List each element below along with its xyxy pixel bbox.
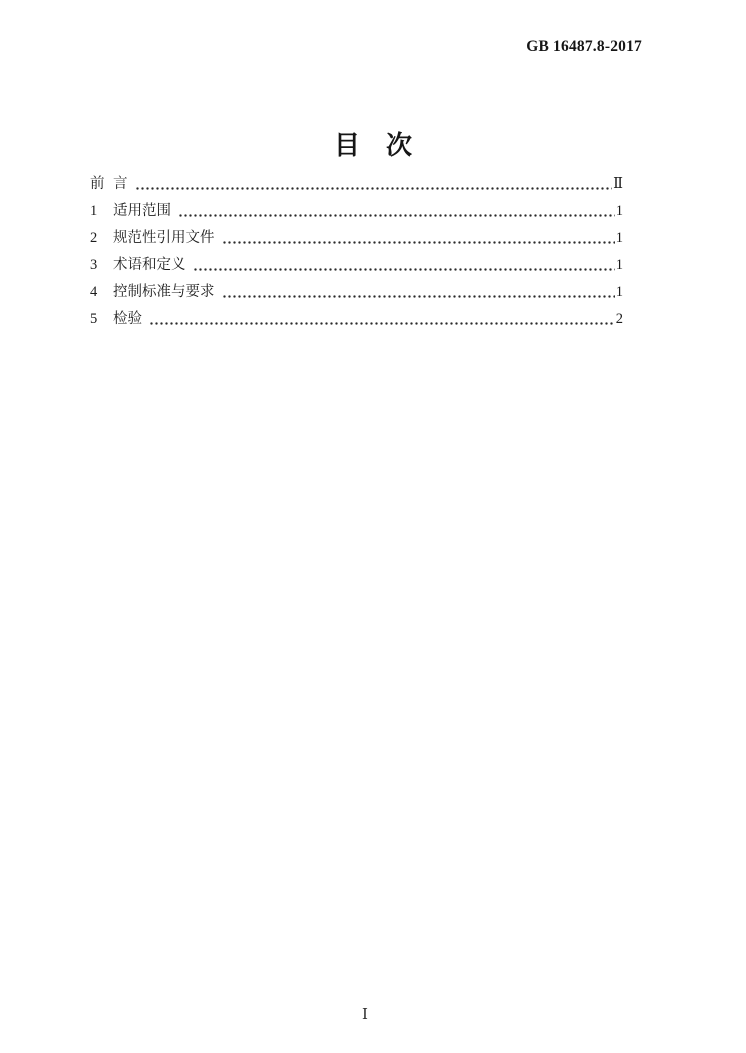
toc-row-number: 1: [90, 203, 98, 219]
page-number-footer: Ⅰ: [362, 1007, 368, 1023]
toc-row-page: 1: [615, 257, 623, 273]
dot-leader: [135, 187, 613, 190]
toc-row-title: 术语和定义: [113, 257, 186, 273]
toc-row-number: 3: [90, 257, 98, 273]
dot-leader: [222, 295, 615, 298]
toc-row: [90, 279, 623, 306]
toc-row: [90, 198, 623, 225]
toc-row: [90, 252, 623, 279]
toc-row-page: 1: [615, 230, 623, 246]
toc-row: [90, 306, 623, 333]
toc-row-title: 适用范围: [113, 203, 171, 219]
toc-row: [90, 171, 623, 198]
toc-row-number: 2: [90, 230, 98, 246]
toc-row-number: 5: [90, 311, 98, 327]
toc-row-page: 1: [615, 284, 623, 300]
toc-row-title: 言: [113, 176, 128, 192]
standard-number-header: GB 16487.8-2017: [526, 38, 642, 55]
table-of-contents: [90, 171, 623, 333]
toc-row-number: 前: [90, 176, 105, 192]
dot-leader: [149, 322, 615, 325]
dot-leader: [222, 241, 615, 244]
toc-row-title: 控制标准与要求: [113, 284, 215, 300]
toc-row: [90, 225, 623, 252]
toc-row-title: 检验: [113, 311, 142, 327]
dot-leader: [193, 268, 615, 271]
toc-row-title: 规范性引用文件: [113, 230, 215, 246]
toc-row-page: Ⅱ: [613, 176, 623, 192]
toc-row-number: 4: [90, 284, 98, 300]
toc-row-page: 2: [615, 311, 623, 327]
toc-row-page: 1: [615, 203, 623, 219]
dot-leader: [178, 214, 615, 217]
page-title: 目 次: [333, 130, 412, 160]
